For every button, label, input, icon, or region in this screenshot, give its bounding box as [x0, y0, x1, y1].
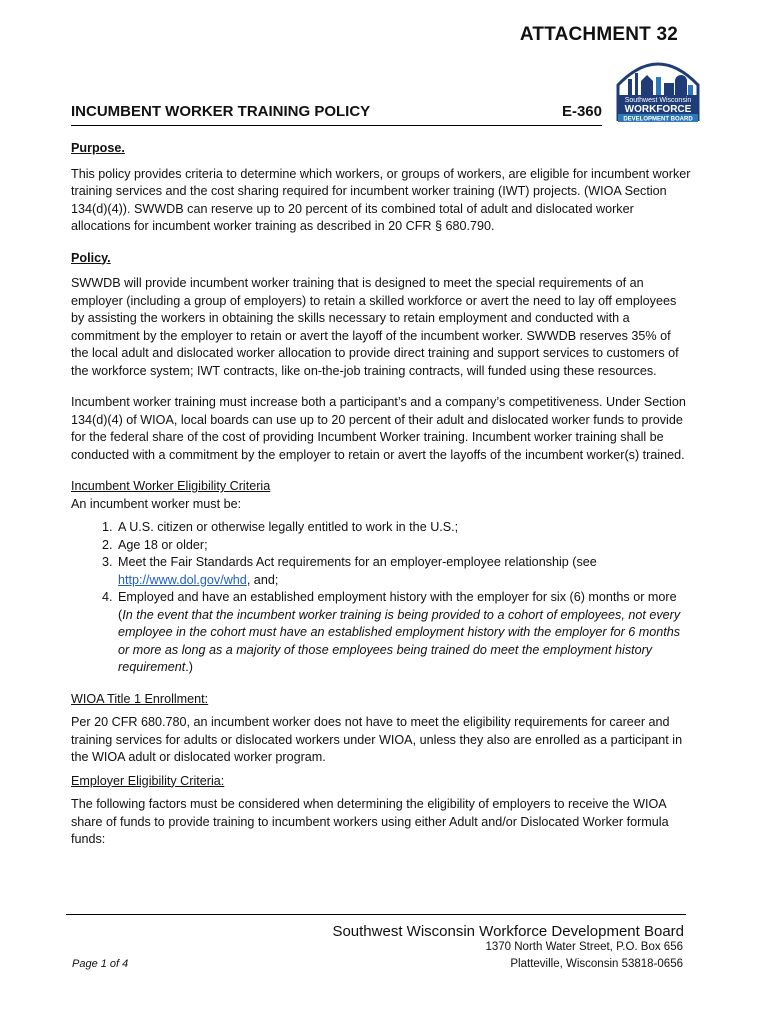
- policy-heading: Policy.: [71, 250, 111, 265]
- logo-line3: DEVELOPMENT BOARD: [623, 116, 693, 123]
- footer-divider: [66, 914, 686, 915]
- footer-address-line1: 1370 North Water Street, P.O. Box 656: [485, 941, 683, 953]
- footer-address-line2: Platteville, Wisconsin 53818-0656: [510, 958, 683, 970]
- list-item: 2. Age 18 or older;: [116, 537, 691, 555]
- policy-paragraph-2: Incumbent worker training must increase both a participant’s and a company’s competitiveness. Under Section 134(d)(4) of WIOA, local boards can use up to 20 percent of their adult and dislocated worker funds to provide for the federal share of the cost of providing Incumbent Worker training. Incumbent worker training shall be conducted with a commitment by the employer to retain or avert the layoffs of the incumbent worker(s) trained.: [71, 395, 686, 462]
- purpose-heading: Purpose.: [71, 141, 125, 155]
- policy-paragraph-1: SWWDB will provide incumbent worker training that is designed to meet the special requirements of an employer (including a group of employers) to retain a skilled workforce or avert the need to lay off employees by assisting the workers in obtaining the skills necessary to retain employment and conducted with a commitment by the employer to retain or avert the layoff of the incumbent worker. SWWDB reserves 35% of the local adult and dislocated worker allocation to provide direct training and support services to customers of the workforce system; IWT contracts, like on-the-job training contracts, will funded using these resources.: [71, 276, 679, 378]
- page-number: Page 1 of 4: [72, 958, 129, 970]
- eligibility-intro: An incumbent worker must be:: [71, 496, 242, 511]
- policy-code: E-360: [561, 103, 602, 120]
- document-body: [71, 140, 691, 863]
- employer-text: The following factors must be considered when determining the eligibility of employers to receive the WIOA share of funds to provide training to incumbent workers using either Adult and/or Dislocated Worker formula funds:: [71, 797, 669, 846]
- cohort-note: In the event that the incumbent worker training is being provided to a cohort of employees, not every employee in the cohort must have an established employment history with the employer for 6 months or more as long as a majority of those employees being trained do meet the employment history requirement: [118, 607, 681, 674]
- workforce-board-logo: [614, 51, 702, 127]
- dol-whd-link[interactable]: http://www.dol.gov/whd: [118, 572, 247, 587]
- employer-heading: Employer Eligibility Criteria:: [71, 773, 225, 788]
- logo-line1: Southwest Wisconsin: [624, 97, 692, 104]
- footer-organization: Southwest Wisconsin Workforce Development Board: [332, 923, 684, 940]
- policy-title: INCUMBENT WORKER TRAINING POLICY: [71, 103, 371, 120]
- list-item: 3. Meet the Fair Standards Act requirements for an employer-employee relationship (see http://www.dol.gov/whd, and;: [116, 554, 691, 589]
- eligibility-heading: Incumbent Worker Eligibility Criteria: [71, 479, 271, 493]
- eligibility-list: [71, 519, 691, 677]
- purpose-text: This policy provides criteria to determine which workers, or groups of workers, are eligible for incumbent worker training services and the cost sharing required for incumbent worker training (IWT) projects. (WIOA Section 134(d)(4)). SWWDB can reserve up to 20 percent of its combined total of adult and dislocated worker allocations for incumbent worker training as described in 20 CFR § 680.790.: [71, 166, 691, 233]
- title-bar: [71, 103, 602, 126]
- enrollment-heading: WIOA Title 1 Enrollment:: [71, 691, 209, 706]
- list-item: 1. A U.S. citizen or otherwise legally entitled to work in the U.S.;: [116, 519, 691, 537]
- attachment-label: ATTACHMENT 32: [519, 24, 678, 45]
- list-item: 4. Employed and have an established employment history with the employer for six (6) months or more (In the event that the incumbent worker training is being provided to a cohort of employees, not every employee in the cohort must have an established employment history with the employer for 6 months or more as long as a majority of those employees being trained do meet the employment history requirement.): [116, 589, 691, 677]
- enrollment-text: Per 20 CFR 680.780, an incumbent worker does not have to meet the eligibility requirements for career and training services for adults or dislocated workers under WIOA, unless they also are enrolled as a participant in the WIOA adult or dislocated worker program.: [71, 715, 683, 764]
- logo-line2: WORKFORCE: [624, 104, 692, 115]
